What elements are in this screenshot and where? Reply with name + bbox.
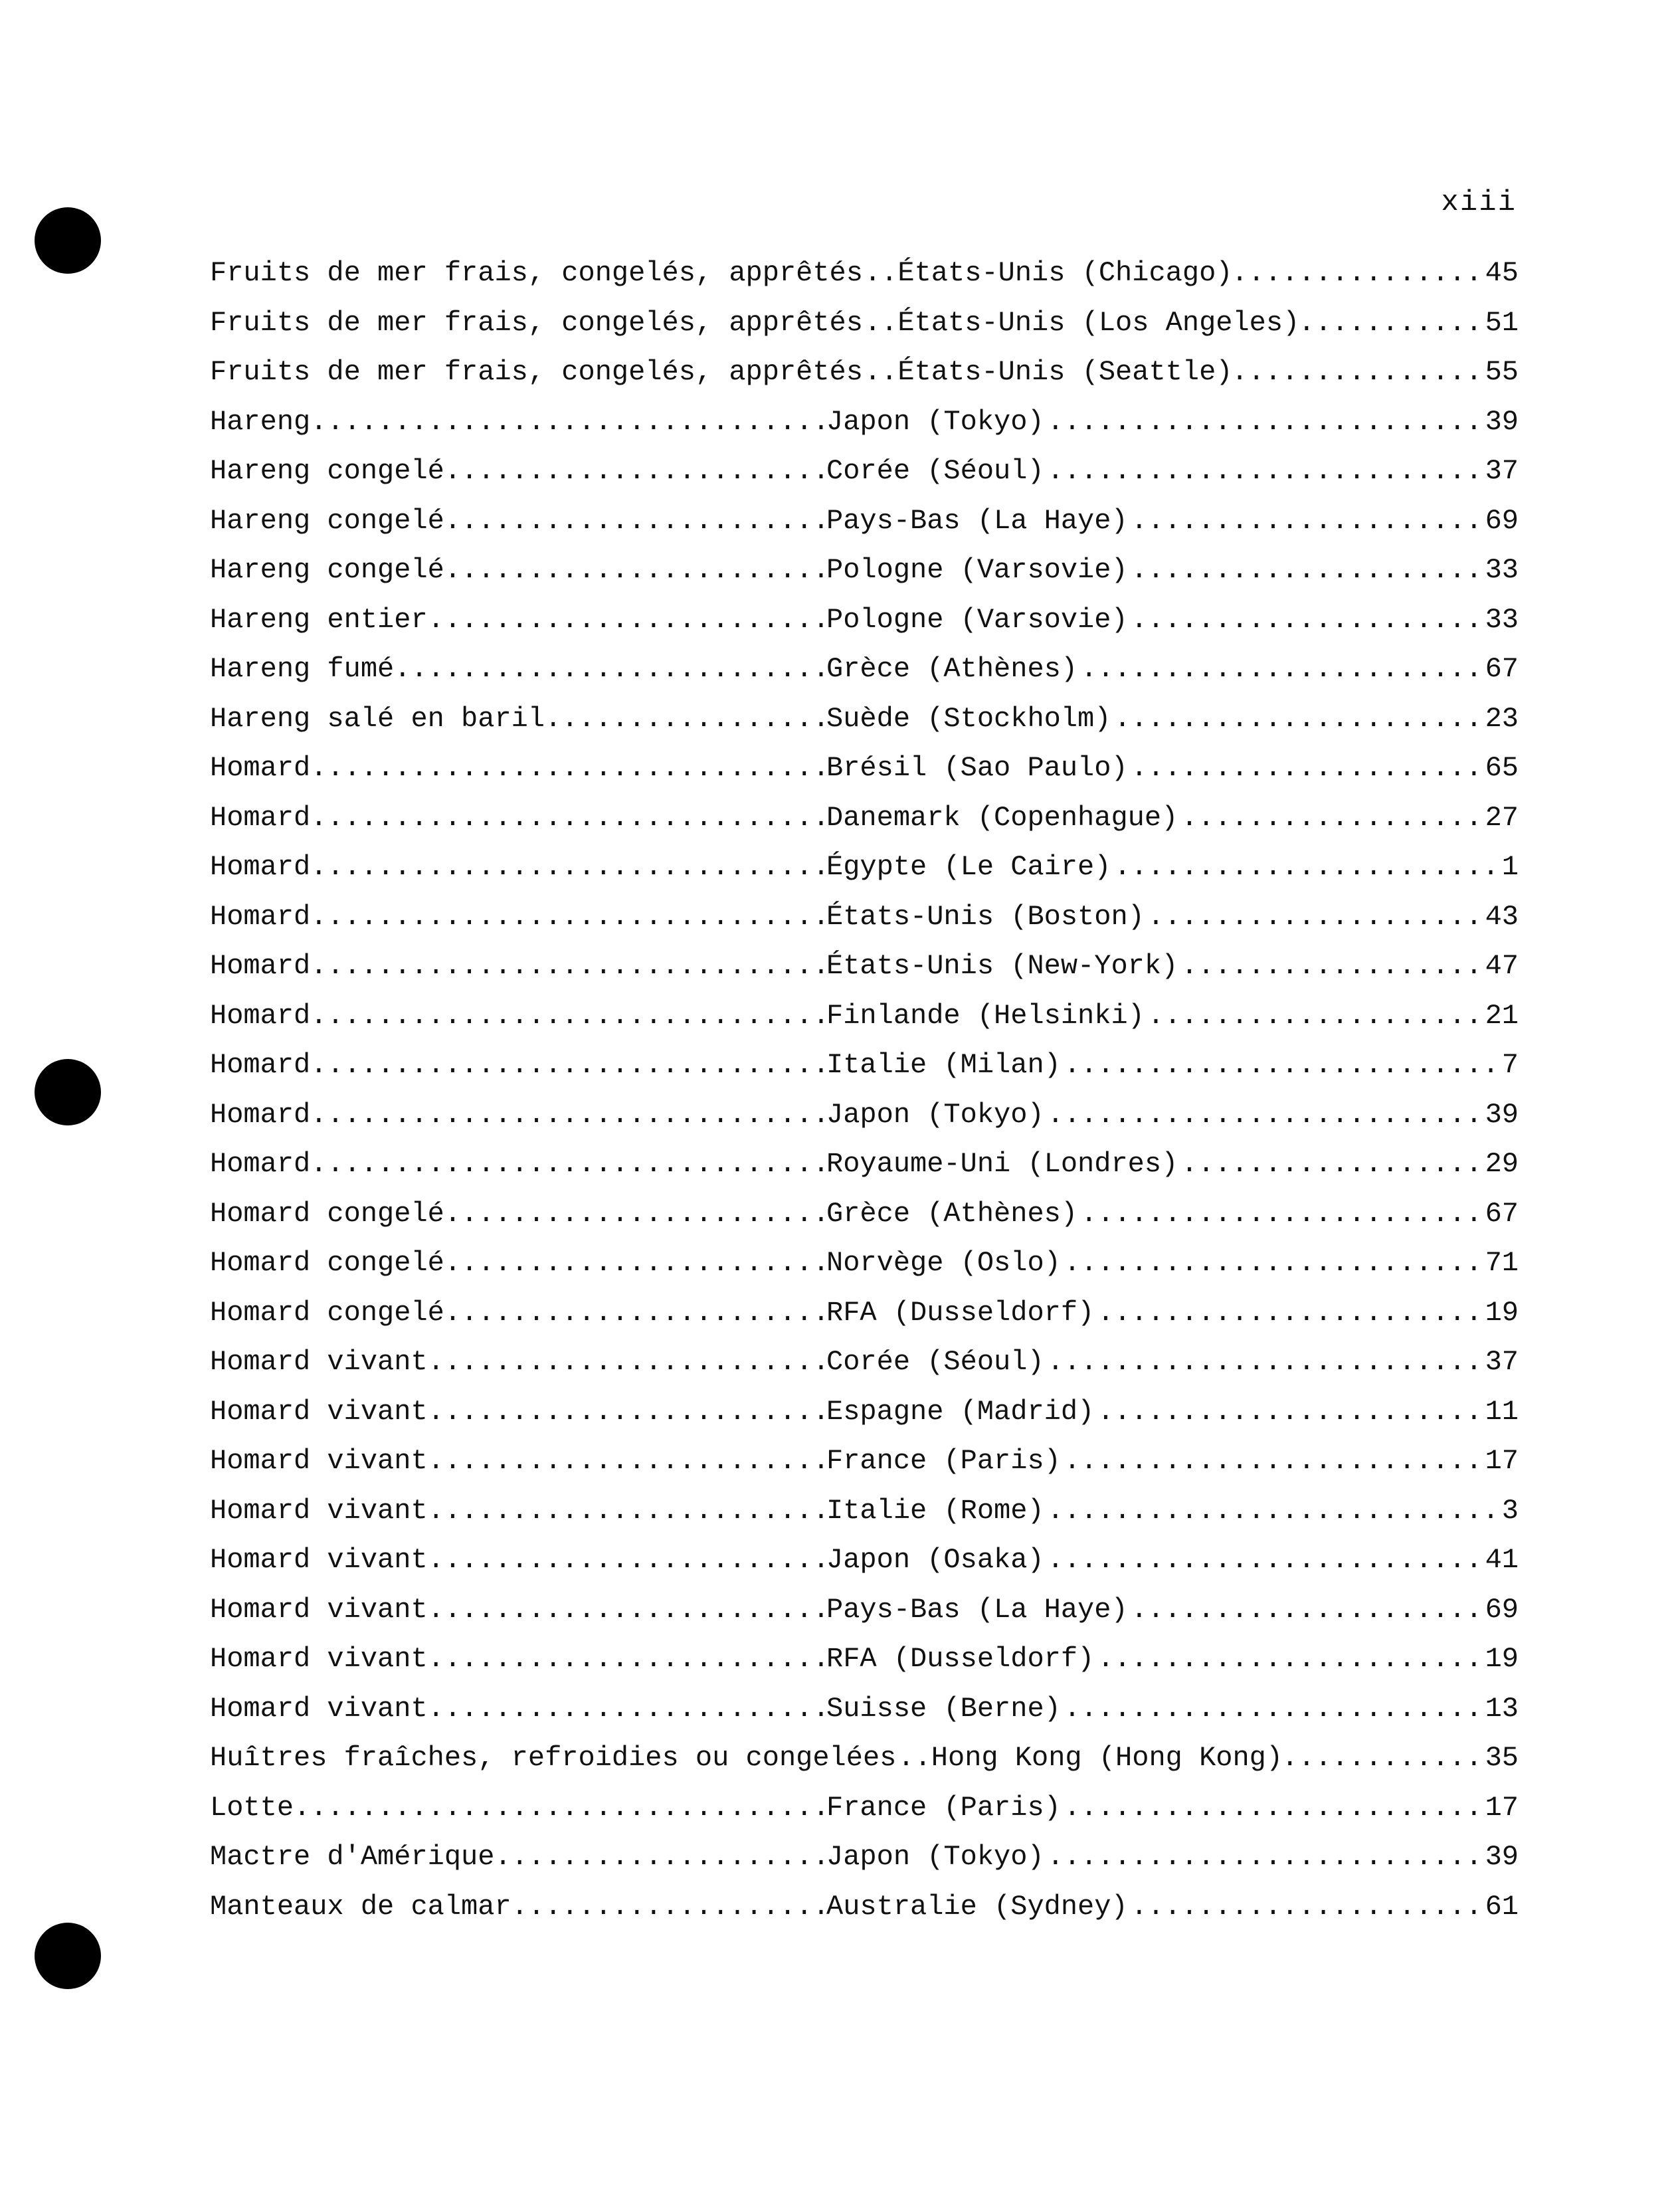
page-reference: 39 bbox=[1484, 1090, 1519, 1140]
index-row bbox=[210, 892, 1519, 942]
page-reference: 47 bbox=[1484, 941, 1519, 991]
index-row bbox=[210, 694, 1519, 744]
product-name: Homard bbox=[210, 743, 312, 793]
product-name: Homard bbox=[210, 892, 312, 942]
punch-hole bbox=[35, 207, 101, 274]
dot-leader: .. bbox=[897, 1733, 931, 1783]
country-city: Japon (Tokyo) bbox=[826, 397, 1046, 447]
index-row bbox=[210, 743, 1519, 793]
product-name: Homard congelé bbox=[210, 1288, 446, 1338]
country-city: Japon (Tokyo) bbox=[826, 1832, 1046, 1882]
index-row bbox=[210, 1139, 1519, 1189]
product-name: Homard bbox=[210, 793, 312, 843]
page-number: xiii bbox=[1441, 186, 1517, 219]
index-row bbox=[210, 446, 1519, 496]
country-city: Espagne (Madrid) bbox=[826, 1387, 1095, 1437]
index-row bbox=[210, 1486, 1519, 1536]
index-row bbox=[210, 595, 1519, 645]
country-city: France (Paris) bbox=[826, 1436, 1062, 1486]
product-name: Homard bbox=[210, 1139, 312, 1189]
product-name: Manteaux de calmar bbox=[210, 1882, 513, 1932]
index-row bbox=[210, 1684, 1519, 1734]
country-city: Brésil (Sao Paulo) bbox=[826, 743, 1129, 793]
page-reference: 19 bbox=[1484, 1634, 1519, 1684]
index-row bbox=[210, 347, 1519, 397]
country-city: RFA (Dusseldorf) bbox=[826, 1634, 1095, 1684]
product-name: Homard vivant bbox=[210, 1337, 429, 1387]
index-row bbox=[210, 496, 1519, 546]
index-row bbox=[210, 298, 1519, 348]
product-name: Homard vivant bbox=[210, 1486, 429, 1536]
product-name: Huîtres fraîches, refroidies ou congelées bbox=[210, 1733, 897, 1783]
page-reference: 61 bbox=[1484, 1882, 1519, 1932]
country-city: Suisse (Berne) bbox=[826, 1684, 1062, 1734]
country-city: Pays-Bas (La Haye) bbox=[826, 1585, 1129, 1635]
page-reference: 13 bbox=[1484, 1684, 1519, 1734]
page-reference: 39 bbox=[1484, 1832, 1519, 1882]
index-row bbox=[210, 248, 1519, 298]
page-reference: 17 bbox=[1484, 1436, 1519, 1486]
country-city: États-Unis (Seattle) bbox=[897, 347, 1234, 397]
index-row bbox=[210, 1288, 1519, 1338]
product-name: Hareng congelé bbox=[210, 545, 446, 595]
country-city: Hong Kong (Hong Kong) bbox=[931, 1733, 1284, 1783]
country-city: Grèce (Athènes) bbox=[826, 644, 1079, 694]
index-row bbox=[210, 1090, 1519, 1140]
page-reference: 69 bbox=[1484, 1585, 1519, 1635]
index-row bbox=[210, 1337, 1519, 1387]
index-row bbox=[210, 1882, 1519, 1932]
page-reference: 51 bbox=[1484, 298, 1519, 348]
product-name: Homard bbox=[210, 991, 312, 1041]
index-row bbox=[210, 1436, 1519, 1486]
punch-hole bbox=[35, 1923, 101, 1989]
page-reference: 33 bbox=[1484, 595, 1519, 645]
page-reference: 67 bbox=[1484, 1189, 1519, 1239]
product-name: Hareng congelé bbox=[210, 496, 446, 546]
index-row bbox=[210, 793, 1519, 843]
country-city: Australie (Sydney) bbox=[826, 1882, 1129, 1932]
product-name: Homard vivant bbox=[210, 1684, 429, 1734]
country-city: Égypte (Le Caire) bbox=[826, 842, 1112, 892]
dot-leader: .. bbox=[864, 298, 897, 348]
page-reference: 71 bbox=[1484, 1238, 1519, 1288]
product-name: Fruits de mer frais, congelés, apprêtés bbox=[210, 298, 864, 348]
country-city: Suède (Stockholm) bbox=[826, 694, 1112, 744]
index-row bbox=[210, 1585, 1519, 1635]
index-row bbox=[210, 1387, 1519, 1437]
product-name: Fruits de mer frais, congelés, apprêtés bbox=[210, 347, 864, 397]
country-city: Corée (Séoul) bbox=[826, 446, 1046, 496]
page-reference: 27 bbox=[1484, 793, 1519, 843]
product-name: Homard bbox=[210, 1090, 312, 1140]
product-name: Hareng entier bbox=[210, 595, 429, 645]
country-city: États-Unis (Chicago) bbox=[897, 248, 1234, 298]
country-city: États-Unis (Los Angeles) bbox=[897, 298, 1301, 348]
country-city: Danemark (Copenhague) bbox=[826, 793, 1179, 843]
page-reference: 35 bbox=[1484, 1733, 1519, 1783]
punch-hole bbox=[35, 1059, 101, 1125]
dot-leader: .. bbox=[864, 248, 897, 298]
product-name: Homard congelé bbox=[210, 1238, 446, 1288]
page-reference: 67 bbox=[1484, 644, 1519, 694]
product-name: Fruits de mer frais, congelés, apprêtés bbox=[210, 248, 864, 298]
index-row bbox=[210, 545, 1519, 595]
index-row bbox=[210, 1238, 1519, 1288]
product-name: Homard bbox=[210, 842, 312, 892]
page-reference: 1 bbox=[1501, 842, 1519, 892]
index-row bbox=[210, 1634, 1519, 1684]
product-name: Homard vivant bbox=[210, 1634, 429, 1684]
page-reference: 41 bbox=[1484, 1535, 1519, 1585]
country-city: États-Unis (New-York) bbox=[826, 941, 1179, 991]
page-reference: 69 bbox=[1484, 496, 1519, 546]
country-city: Finlande (Helsinki) bbox=[826, 991, 1146, 1041]
product-name: Homard bbox=[210, 941, 312, 991]
product-name: Homard vivant bbox=[210, 1535, 429, 1585]
index-row bbox=[210, 397, 1519, 447]
country-city: Corée (Séoul) bbox=[826, 1337, 1046, 1387]
page-reference: 37 bbox=[1484, 1337, 1519, 1387]
country-city: États-Unis (Boston) bbox=[826, 892, 1146, 942]
page-reference: 17 bbox=[1484, 1783, 1519, 1833]
page-reference: 3 bbox=[1501, 1486, 1519, 1536]
page-reference: 21 bbox=[1484, 991, 1519, 1041]
country-city: Norvège (Oslo) bbox=[826, 1238, 1062, 1288]
page-reference: 39 bbox=[1484, 397, 1519, 447]
country-city: Pologne (Varsovie) bbox=[826, 545, 1129, 595]
index-row bbox=[210, 1040, 1519, 1090]
index-row bbox=[210, 1189, 1519, 1239]
country-city: Pologne (Varsovie) bbox=[826, 595, 1129, 645]
product-name: Hareng bbox=[210, 397, 312, 447]
page-reference: 33 bbox=[1484, 545, 1519, 595]
index-row bbox=[210, 991, 1519, 1041]
product-name: Homard vivant bbox=[210, 1436, 429, 1486]
index-row bbox=[210, 644, 1519, 694]
index-row bbox=[210, 1832, 1519, 1882]
page-reference: 37 bbox=[1484, 446, 1519, 496]
product-name: Hareng salé en baril bbox=[210, 694, 546, 744]
product-name: Hareng congelé bbox=[210, 446, 446, 496]
country-city: France (Paris) bbox=[826, 1783, 1062, 1833]
product-name: Mactre d'Amérique bbox=[210, 1832, 496, 1882]
index-row bbox=[210, 1783, 1519, 1833]
product-name: Homard bbox=[210, 1040, 312, 1090]
product-name: Homard vivant bbox=[210, 1585, 429, 1635]
product-name: Hareng fumé bbox=[210, 644, 395, 694]
country-city: Japon (Tokyo) bbox=[826, 1090, 1046, 1140]
dot-leader: .. bbox=[864, 347, 897, 397]
page-reference: 55 bbox=[1484, 347, 1519, 397]
product-name: Homard congelé bbox=[210, 1189, 446, 1239]
page-reference: 43 bbox=[1484, 892, 1519, 942]
page-reference: 29 bbox=[1484, 1139, 1519, 1189]
country-city: Japon (Osaka) bbox=[826, 1535, 1046, 1585]
country-city: Italie (Rome) bbox=[826, 1486, 1046, 1536]
product-name: Lotte bbox=[210, 1783, 295, 1833]
country-city: Grèce (Athènes) bbox=[826, 1189, 1079, 1239]
index-row bbox=[210, 1535, 1519, 1585]
product-name: Homard vivant bbox=[210, 1387, 429, 1437]
country-city: Royaume-Uni (Londres) bbox=[826, 1139, 1179, 1189]
index-row bbox=[210, 842, 1519, 892]
country-city: Pays-Bas (La Haye) bbox=[826, 496, 1129, 546]
page-reference: 7 bbox=[1501, 1040, 1519, 1090]
index-list bbox=[210, 248, 1519, 1931]
index-row bbox=[210, 941, 1519, 991]
page-reference: 65 bbox=[1484, 743, 1519, 793]
page-reference: 23 bbox=[1484, 694, 1519, 744]
country-city: Italie (Milan) bbox=[826, 1040, 1062, 1090]
page-reference: 19 bbox=[1484, 1288, 1519, 1338]
page-reference: 11 bbox=[1484, 1387, 1519, 1437]
page-reference: 45 bbox=[1484, 248, 1519, 298]
country-city: RFA (Dusseldorf) bbox=[826, 1288, 1095, 1338]
index-row bbox=[210, 1733, 1519, 1783]
